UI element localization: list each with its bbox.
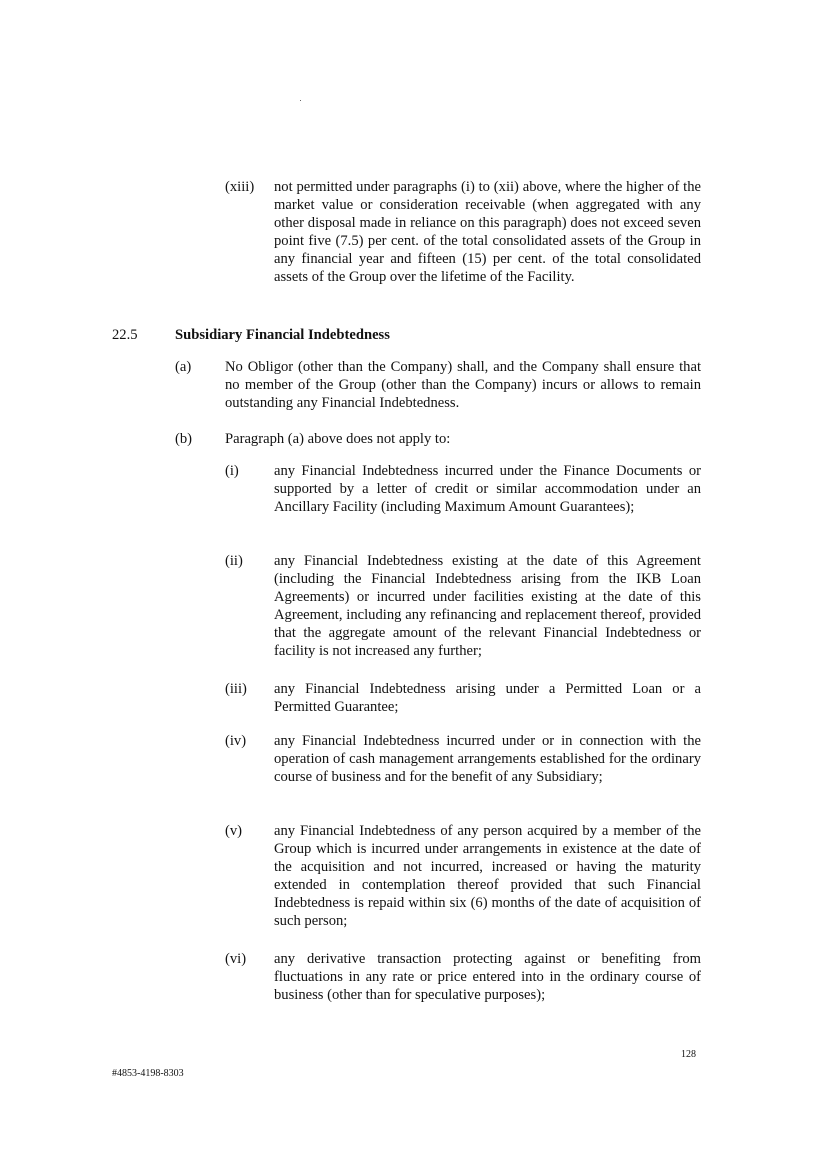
item-number: (iii) [225, 681, 247, 697]
item-text: any Financial Indebtedness existing at the date of this Agreement (including the Financial Indebtedness arising from the IKB Loan Agreements) or incurred under facilities existing at the date of this Agreement, including any refinancing and replacement thereof, provided that the aggregate amount of the relevant Financial Indebtedness or facility is not increased any further; [274, 553, 701, 659]
item-text: any Financial Indebtedness incurred under or in connection with the operation of cash management arrangements established for the ordinary course of business and for the benefit of any Subsidiary; [274, 733, 701, 785]
item-number: (v) [225, 823, 243, 839]
item-number: (iv) [225, 733, 247, 749]
paragraph-a-number: (a) [175, 359, 192, 375]
document-id: #4853-4198-8303 [112, 1068, 184, 1079]
item-number: (vi) [225, 951, 247, 967]
item-text: any Financial Indebtedness arising under a Permitted Loan or a Permitted Guarantee; [274, 681, 701, 715]
item-text: any Financial Indebtedness incurred under the Finance Documents or supported by a letter of credit or similar accommodation under an Ancillary Facility (including Maximum Amount Guarantees); [274, 463, 701, 515]
clause-number-xiii: (xiii) [225, 179, 255, 195]
paragraph-a-text: No Obligor (other than the Company) shall, and the Company shall ensure that no member of the Group (other than the Company) incurs or allows to remain outstanding any Financial Indebtedness. [225, 359, 701, 411]
section-title: Subsidiary Financial Indebtedness [175, 327, 390, 343]
item-text: any Financial Indebtedness of any person acquired by a member of the Group which is incurred under arrangements in existence at the date of the acquisition and not incurred, increased or having the maturity extended in contemplation thereof provided that such Financial Indebtedness is repaid within six (6) months of the date of acquisition of such person; [274, 823, 701, 929]
item-number: (i) [225, 463, 239, 479]
page-number: 128 [681, 1049, 696, 1060]
paragraph-b-number: (b) [175, 431, 193, 447]
clause-text-xiii: not permitted under paragraphs (i) to (xii) above, where the higher of the market value or consideration receivable (when aggregated with any other disposal made in reliance on this paragraph) does not exceed seven point five (7.5) per cent. of the total consolidated assets of the Group in any financial year and fifteen (15) per cent. of the total consolidated assets of the Group over the lifetime of the Facility. [274, 179, 701, 285]
section-number: 22.5 [112, 327, 138, 343]
item-number: (ii) [225, 553, 243, 569]
item-text: any derivative transaction protecting against or benefiting from fluctuations in any rate or price entered into in the ordinary course of business (other than for speculative purposes); [274, 951, 701, 1003]
stray-mark [300, 100, 301, 101]
paragraph-b-text: Paragraph (a) above does not apply to: [225, 431, 451, 447]
